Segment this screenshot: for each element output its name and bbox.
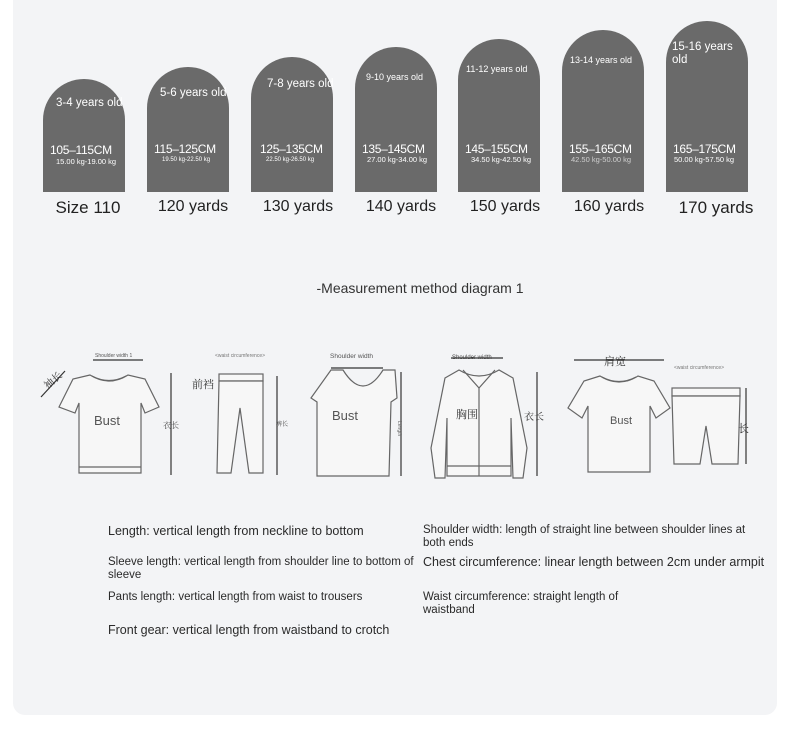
size-pill-150 bbox=[458, 39, 540, 192]
outfit-set-diagram bbox=[560, 348, 755, 483]
chest-label: 胸围 bbox=[456, 409, 478, 421]
sleeve-label: 袖长 bbox=[42, 370, 65, 392]
weight-range: 22.50 kg-26.50 kg bbox=[266, 157, 315, 163]
length-label: 长 bbox=[738, 423, 749, 435]
age-label: 7-8 years old bbox=[267, 78, 334, 90]
note-chest: Chest circumference: linear length between 2cm under armpit bbox=[423, 555, 765, 569]
size-label-110: Size 110 bbox=[55, 198, 121, 217]
size-pill-120 bbox=[147, 67, 229, 192]
size-label-120: 120 yards bbox=[157, 198, 229, 215]
chest-label: Bust bbox=[332, 408, 359, 423]
jacket-diagram bbox=[425, 348, 550, 483]
size-pill-160 bbox=[562, 30, 644, 192]
shoulder-label: Shoulder width bbox=[330, 353, 373, 360]
age-label: 5-6 years old bbox=[160, 87, 227, 99]
length-label: 裤长 bbox=[276, 422, 289, 428]
note-sleeve: Sleeve length: vertical length from shoulder line to bottom of sleeve bbox=[108, 556, 414, 581]
size-label-130: 130 yards bbox=[262, 198, 334, 215]
height-range: 125–135CM bbox=[260, 142, 323, 156]
length-label: Length bbox=[396, 421, 402, 437]
weight-range: 50.00 kg-57.50 kg bbox=[674, 155, 735, 164]
size-pill-130 bbox=[251, 57, 333, 192]
height-range: 145–155CM bbox=[465, 142, 528, 156]
length-label: 衣长 bbox=[163, 421, 179, 430]
height-range: 115–125CM bbox=[154, 142, 216, 156]
size-pill-110 bbox=[43, 79, 125, 192]
height-range: 105–115CM bbox=[50, 143, 112, 157]
pants-diagram bbox=[185, 348, 295, 483]
size-pill-170 bbox=[666, 21, 748, 192]
diagram-title: -Measurement method diagram 1 bbox=[316, 280, 524, 296]
shoulder-label: Shoulder width bbox=[452, 355, 492, 361]
chest-label: Bust bbox=[94, 413, 121, 428]
chest-label: Bust bbox=[610, 415, 633, 427]
note-front-gear: Front gear: vertical length from waistband to crotch bbox=[108, 623, 390, 637]
size-pill-140 bbox=[355, 47, 437, 192]
shoulder-label: 肩宽 bbox=[604, 356, 626, 368]
weight-range: 19.50 kg-22.50 kg bbox=[162, 157, 211, 163]
height-range: 135–145CM bbox=[362, 142, 425, 156]
height-range: 165–175CM bbox=[673, 142, 736, 156]
age-label: 3-4 years old bbox=[56, 97, 123, 109]
waist-label: <waist circumference> bbox=[215, 353, 266, 359]
weight-range: 34.50 kg-42.50 kg bbox=[471, 155, 532, 164]
front-rise-label: 前裆 bbox=[192, 379, 214, 391]
age-label: 15-16 years old bbox=[672, 41, 733, 66]
tank-diagram bbox=[297, 348, 417, 483]
age-label: 9-10 years old bbox=[366, 72, 424, 82]
height-range: 155–165CM bbox=[569, 142, 632, 156]
size-label-140: 140 yards bbox=[365, 198, 437, 215]
length-label: 衣长 bbox=[524, 412, 544, 423]
weight-range: 27.00 kg-34.00 kg bbox=[367, 155, 428, 164]
size-label-160: 160 yards bbox=[573, 198, 645, 215]
note-pants: Pants length: vertical length from waist to trousers bbox=[108, 591, 363, 603]
waist-label: <waist circumference> bbox=[674, 365, 725, 371]
note-shoulder: Shoulder width: length of straight line between shoulder lines at both ends bbox=[423, 524, 746, 549]
tshirt-diagram bbox=[35, 345, 185, 485]
size-label-150: 150 yards bbox=[469, 198, 541, 215]
weight-range: 15.00 kg-19.00 kg bbox=[56, 157, 117, 166]
shoulder-label: Shoulder width 1 bbox=[95, 353, 133, 359]
note-length: Length: vertical length from neckline to bottom bbox=[108, 524, 364, 538]
note-waist: Waist circumference: straight length of waistband bbox=[423, 591, 619, 616]
age-label: 11-12 years old bbox=[466, 64, 528, 74]
size-label-170: 170 yards bbox=[678, 198, 754, 217]
weight-range: 42.50 kg-50.00 kg bbox=[571, 155, 632, 164]
age-label: 13-14 years old bbox=[570, 55, 633, 65]
